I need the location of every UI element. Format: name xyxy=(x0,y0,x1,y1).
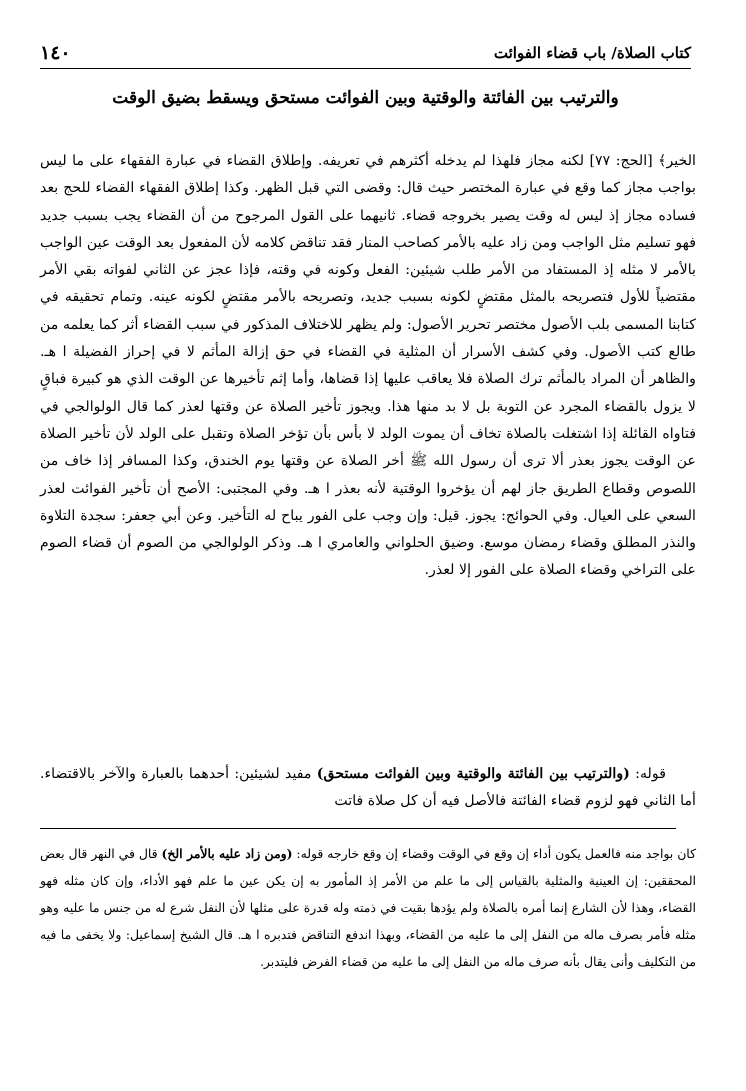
section-heading: والترتيب بين الفائتة والوقتية وبين الفوائت مستحق ويسقط بضيق الوقت xyxy=(112,88,619,108)
commentary-lead: قوله: xyxy=(629,766,666,782)
footnote-block xyxy=(40,840,696,975)
footnote-text-2: قال في النهر قال بعض المحققين: إن العينية والمثلية بالقياس إلى ما علم من الأمر إذ المأمور به إن يكن عين ما علم فهو الأداء، وإن كان مثله فهو القضاء، وهذا لأن الشارع إنما أمره بالصلاة ولم يؤدها بقيت في ذمته وله قدرة على مثلها لأن النفل شرع له من جنس ما عليه وهو مثله فأمر بصرف ماله من النفل إلى ما عليه من القضاء، وبهذا اندفع التناقض فتدبره ا هـ. قال الشيخ إسماعيل: ولا يخفى ما فيه من التكليف وأنى يقال بأنه صرف ماله من النفل إلى ما عليه من قضاء الفرض فليتدبر. xyxy=(40,846,696,969)
main-text-block xyxy=(40,148,696,585)
commentary-block xyxy=(40,761,696,815)
chapter-title: كتاب الصلاة/ باب قضاء الفوائت xyxy=(493,44,691,62)
footnote-quote: (ومن زاد عليه بالأمر الخ) xyxy=(161,846,293,861)
commentary-text: مفيد لشيئين: أحدهما بالعبارة والآخر بالاقتضاء. أما الثاني فهو لزوم قضاء الفائتة فالأصل فيه أن كل صلاة فاتت xyxy=(40,766,696,809)
footnote-rule xyxy=(40,828,676,829)
footnote-paragraph xyxy=(40,840,696,975)
footnote-text-1: كان بواجد منه فالعمل يكون أداء إن وقع في الوقت وقضاء إن وقع خارجه قوله: xyxy=(292,846,696,861)
commentary-quote: (والترتيب بين الفائتة والوقتية وبين الفوائت مستحق) xyxy=(316,766,630,782)
running-header xyxy=(40,42,691,68)
page-number: ١٤٠ xyxy=(40,42,71,64)
commentary-paragraph xyxy=(40,761,696,815)
header-rule xyxy=(40,68,691,69)
main-paragraph: الخير﴾ [الحج: ٧٧] لكنه مجاز فلهذا لم يدخله أكثرهم في تعريفه. وإطلاق القضاء في عبارة الفقهاء على ما ليس بواجب مجاز كما وقع في عبارة المختصر حيث قال: وقضى التي قبل الظهر. وكذا إطلاق الفقهاء القضاء للحج بعد فساده مجاز إذ ليس له وقت يصير بخروجه قضاء. ثانيهما على القول المرجوح من أن القضاء يجب بسبب جديد فهو تسليم مثل الواجب ومن زاد عليه بالأمر كصاحب المنار فقد تناقض كلامه لأن المفعول بعد الوقت عين الواجب بالأمر لا مثله إذ المستفاد من الأمر طلب شيئين: الفعل وكونه في وقته، فإذا عجز عن الثاني لفواته بقي الأمر مقتضياً للأول فتصريحه بالمثل مقتضٍ لكونه بسبب جديد، وتصريحه بالأمر مقتضٍ لكونه عينه. وتمام تحقيقه في كتابنا المسمى بلب الأصول مختصر تحرير الأصول: ولم يظهر للاختلاف المذكور في سبب القضاء أثر كما يعلمه من طالع كتب الأصول. وفي كشف الأسرار أن المثلية في القضاء في حق إزالة المأثم لا في إحراز الفضيلة ا هـ. والظاهر أن المراد بالمأثم ترك الصلاة فلا يعاقب عليها إذا قضاها، وأما إثم تأخيرها عن الوقت الذي هو كبيرة فباقٍ لا يزول بالقضاء المجرد عن التوبة بل لا بد منها هذا. ويجوز تأخير الصلاة عن وقتها لعذر كما قال الولوالجي في فتاواه القائلة إذا اشتغلت بالصلاة تخاف أن يموت الولد لا بأس بأن تؤخر الصلاة وتقبل على الولد لأن تأخير الصلاة عن الوقت يجوز بعذر ألا ترى أن رسول الله ﷺ أخر الصلاة عن وقتها يوم الخندق، وكذا المسافر إذا خاف من اللصوص وقطاع الطريق جاز لهم أن يؤخروا الوقتية لأنه بعذر ا هـ. وفي المجتبى: الأصح أن تأخير الفوائت لعذر السعي على العيال. وفي الحوائج: يجوز. قيل: وإن وجب على الفور يباح له التأخير. وعن أبي جعفر: سجدة التلاوة والنذر المطلق وقضاء رمضان موسع. وضيق الحلواني والعامري ا هـ. وذكر الولوالجي من الصوم أن قضاء الصوم على التراخي وقضاء الصلاة على الفور إلا لعذر. xyxy=(40,153,696,579)
